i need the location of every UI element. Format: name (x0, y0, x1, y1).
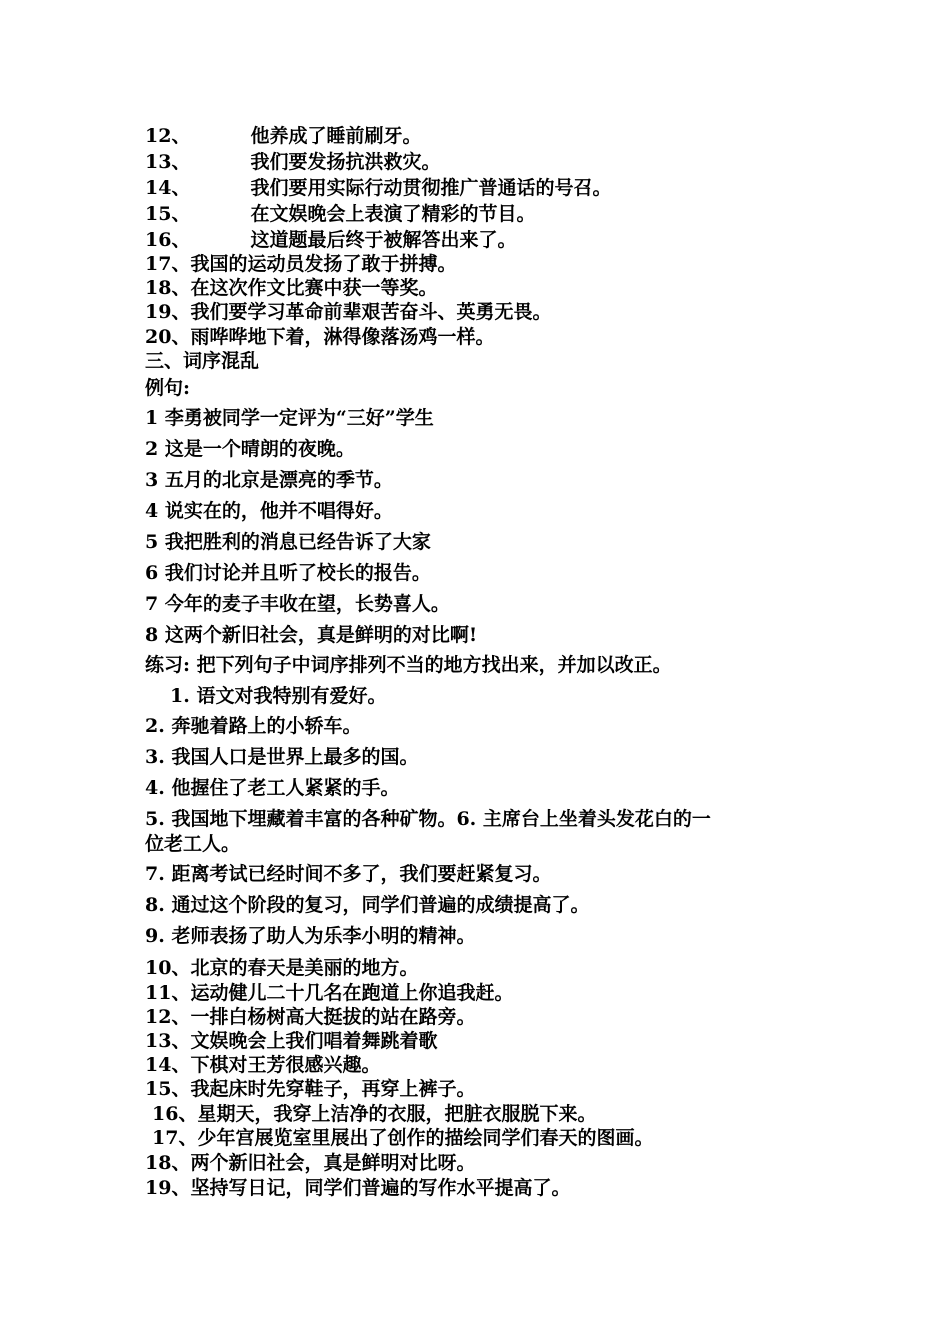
exercise-item: 12、一排白杨树高大挺拔的站在路旁。 (145, 1006, 476, 1028)
example-label: 例句: (145, 377, 191, 399)
example-item: 8 这两个新旧社会，真是鲜明的对比啊! (145, 624, 478, 646)
item-20: 20、雨哗哗地下着，淋得像落汤鸡一样。 (145, 326, 495, 348)
exercise-item: 7. 距离考试已经时间不多了，我们要赶紧复习。 (145, 863, 552, 885)
item-number: 16、 (145, 229, 191, 251)
item-text: 在文娱晚会上表演了精彩的节目。 (250, 203, 536, 225)
item-18: 18、在这次作文比赛中获一等奖。 (145, 277, 438, 299)
exercise-item: 17、少年宫展览室里展出了创作的描绘同学们春天的图画。 (152, 1127, 654, 1149)
section-title: 三、词序混乱 (145, 350, 260, 372)
item-text: 我们要用实际行动贯彻推广普通话的号召。 (250, 177, 612, 199)
exercise-item: 8. 通过这个阶段的复习，同学们普遍的成绩提高了。 (145, 894, 590, 916)
item-17: 17、我国的运动员发扬了敢于拼搏。 (145, 253, 457, 275)
item-15 (145, 202, 535, 226)
item-number: 15、 (145, 203, 191, 225)
item-16 (145, 228, 516, 252)
exercise-label: 练习: 把下列句子中词序排列不当的地方找出来，并加以改正。 (145, 654, 672, 676)
exercise-item: 16、星期天，我穿上洁净的衣服，把脏衣服脱下来。 (152, 1103, 597, 1125)
item-number: 13、 (145, 151, 191, 173)
example-item: 4 说实在的，他并不唱得好。 (145, 500, 393, 522)
item-number: 14、 (145, 177, 191, 199)
example-item: 1 李勇被同学一定评为“三好”学生 (145, 407, 434, 429)
exercise-item: 10、北京的春天是美丽的地方。 (145, 957, 419, 979)
item-12 (145, 124, 421, 148)
exercise-item: 15、我起床时先穿鞋子，再穿上裤子。 (145, 1078, 476, 1100)
exercise-item: 1. 语文对我特别有爱好。 (170, 685, 387, 707)
example-item: 7 今年的麦子丰收在望，长势喜人。 (145, 593, 450, 615)
exercise-item: 18、两个新旧社会，真是鲜明对比呀。 (145, 1152, 476, 1174)
exercise-item: 11、运动健儿二十几名在跑道上你追我赶。 (145, 982, 514, 1004)
exercise-item: 13、文娱晚会上我们唱着舞跳着歌 (145, 1030, 438, 1052)
exercise-item: 14、下棋对王芳很感兴趣。 (145, 1054, 381, 1076)
item-14 (145, 176, 611, 200)
item-number: 12、 (145, 125, 191, 147)
item-13 (145, 150, 440, 174)
exercise-item: 2. 奔驰着路上的小轿车。 (145, 715, 362, 737)
exercise-item: 5. 我国地下埋藏着丰富的各种矿物。6. 主席台上坐着头发花白的一 (145, 808, 711, 830)
example-item: 5 我把胜利的消息已经告诉了大家 (145, 531, 431, 553)
exercise-item: 9. 老师表扬了助人为乐李小明的精神。 (145, 925, 476, 947)
exercise-item: 3. 我国人口是世界上最多的国。 (145, 746, 419, 768)
example-item: 6 我们讨论并且听了校长的报告。 (145, 562, 431, 584)
item-text: 他养成了睡前刷牙。 (250, 125, 422, 147)
example-item: 2 这是一个晴朗的夜晚。 (145, 438, 355, 460)
exercise-item: 19、坚持写日记，同学们普遍的写作水平提高了。 (145, 1177, 571, 1199)
exercise-item: 位老工人。 (145, 833, 241, 855)
item-text: 我们要发扬抗洪救灾。 (250, 151, 441, 173)
item-text: 这道题最后终于被解答出来了。 (250, 229, 517, 251)
item-19: 19、我们要学习革命前辈艰苦奋斗、英勇无畏。 (145, 301, 552, 323)
exercise-item: 4. 他握住了老工人紧紧的手。 (145, 777, 400, 799)
example-item: 3 五月的北京是漂亮的季节。 (145, 469, 393, 491)
